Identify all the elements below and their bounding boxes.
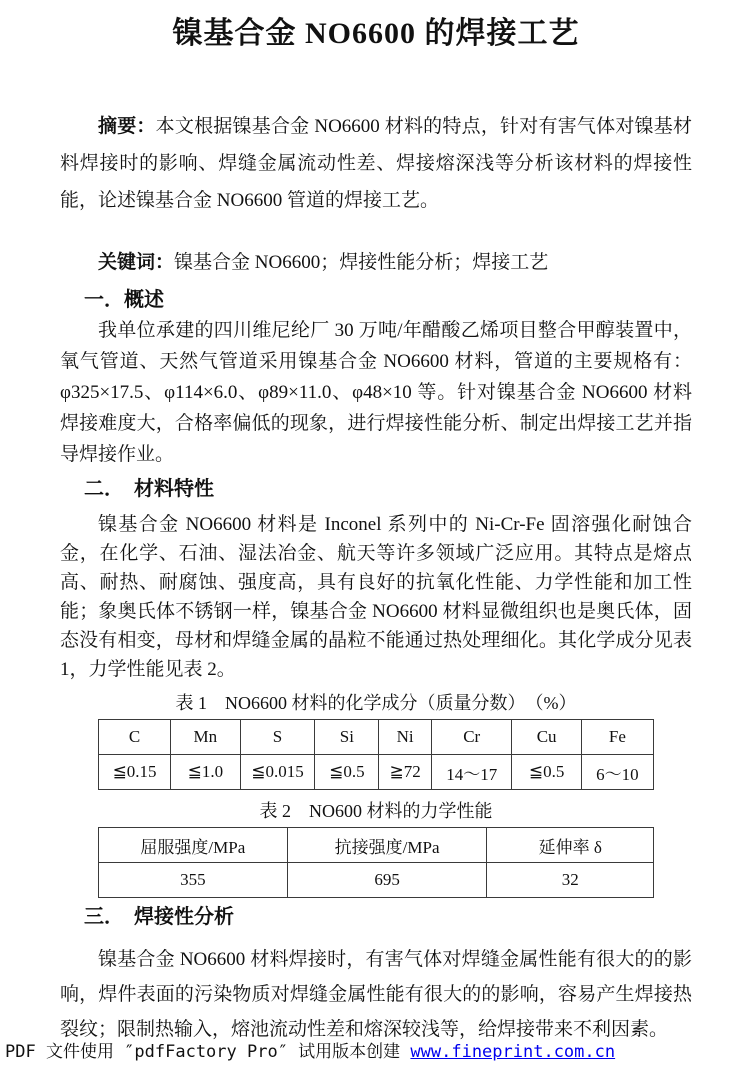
mechanical-properties-table	[98, 827, 654, 898]
table-cell: ≦0.15	[99, 755, 171, 790]
fineprint-link[interactable]: www.fineprint.com.cn	[410, 1042, 616, 1062]
table-cell: ≦1.0	[171, 755, 240, 790]
watermark-text: PDF 文件使用 ″pdfFactory Pro″ 试用版本创建	[5, 1042, 411, 1062]
table-header-row	[99, 828, 654, 863]
page-title: 镍基合金 NO6600 的焊接工艺	[172, 17, 580, 50]
table2-caption: 表 2 NO600 材料的力学性能	[259, 801, 493, 821]
abstract-paragraph	[60, 108, 692, 219]
table-header-cell: Cu	[512, 720, 581, 755]
table-header-cell: C	[99, 720, 171, 755]
table-header-cell: Mn	[171, 720, 240, 755]
table-cell: 6～10	[581, 755, 653, 790]
abstract-label: 摘要：	[98, 116, 156, 137]
keywords-line	[60, 245, 692, 281]
table1-caption: 表 1 NO6600 材料的化学成分（质量分数） （%）	[175, 693, 577, 713]
table-cell: 14～17	[431, 755, 511, 790]
section-heading-weldability: 三． 焊接性分析	[84, 906, 234, 928]
material-paragraph: 镍基合金 NO6600 材料是 Inconel 系列中的 Ni-Cr-Fe 固溶强化耐蚀合金，在化学、石油、湿法冶金、航天等许多领域广泛应用。其特点是熔点高、耐热、耐腐蚀、强度高，具有良好的抗氧化性能、力学性能和加工性能；象奥氏体不锈钢一样，镍基合金 NO6600 材料显微组织也是奥氏体，固态没有相变，母材和焊缝金属的晶粒不能通过热处理细化。其化学成分见表 1，力学性能见表 2。	[60, 514, 692, 680]
pdf-watermark-footer	[5, 1037, 615, 1062]
table-header-cell: Ni	[379, 720, 432, 755]
chemical-composition-table	[98, 719, 654, 790]
table-header-cell: 屈服强度/MPa	[99, 828, 288, 863]
section-heading-material: 二． 材料特性	[84, 478, 214, 500]
table-header-cell: Fe	[581, 720, 653, 755]
table-header-cell: 延伸率 δ	[487, 828, 654, 863]
table-header-cell: S	[240, 720, 315, 755]
table-header-row	[99, 720, 654, 755]
table-value-row	[99, 755, 654, 790]
table-header-cell: 抗接强度/MPa	[287, 828, 487, 863]
table-header-cell: Cr	[431, 720, 511, 755]
weldability-paragraph: 镍基合金 NO6600 材料焊接时，有害气体对焊缝金属性能有很大的的影响，焊件表面的污染物质对焊缝金属性能有很大的的影响，容易产生焊接热裂纹；限制热输入，熔池流动性差和熔深较浅等，给焊接带来不利因素。	[60, 949, 692, 1040]
table-cell: ≧72	[379, 755, 432, 790]
table-cell: ≦0.5	[512, 755, 581, 790]
table-cell: ≦0.015	[240, 755, 315, 790]
keywords-label: 关键词：	[98, 252, 175, 273]
table-cell: 355	[99, 863, 288, 898]
abstract-text: 本文根据镍基合金 NO6600 材料的特点，针对有害气体对镍基材料焊接时的影响、焊缝金属流动性差、焊接熔深浅等分析该材料的焊接性能，论述镍基合金 NO6600 管道的焊接工艺。	[60, 116, 692, 211]
table-value-row	[99, 863, 654, 898]
overview-paragraph: 我单位承建的四川维尼纶厂 30 万吨/年醋酸乙烯项目整合甲醇装置中，氧气管道、天然气管道采用镍基合金 NO6600 材料，管道的主要规格有：φ325×17.5、φ114×6.0、φ89×11.0、φ48×10 等。针对镍基合金 NO6600 材料焊接难度大，合格率偏低的现象，进行焊接性能分析、制定出焊接工艺并指导焊接作业。	[60, 320, 692, 465]
section-heading-overview: 一．概述	[84, 289, 164, 311]
table-header-cell: Si	[315, 720, 379, 755]
keywords-text: 镍基合金 NO6600；焊接性能分析；焊接工艺	[174, 252, 549, 273]
table-cell: 695	[287, 863, 487, 898]
table-cell: ≦0.5	[315, 755, 379, 790]
table-cell: 32	[487, 863, 654, 898]
